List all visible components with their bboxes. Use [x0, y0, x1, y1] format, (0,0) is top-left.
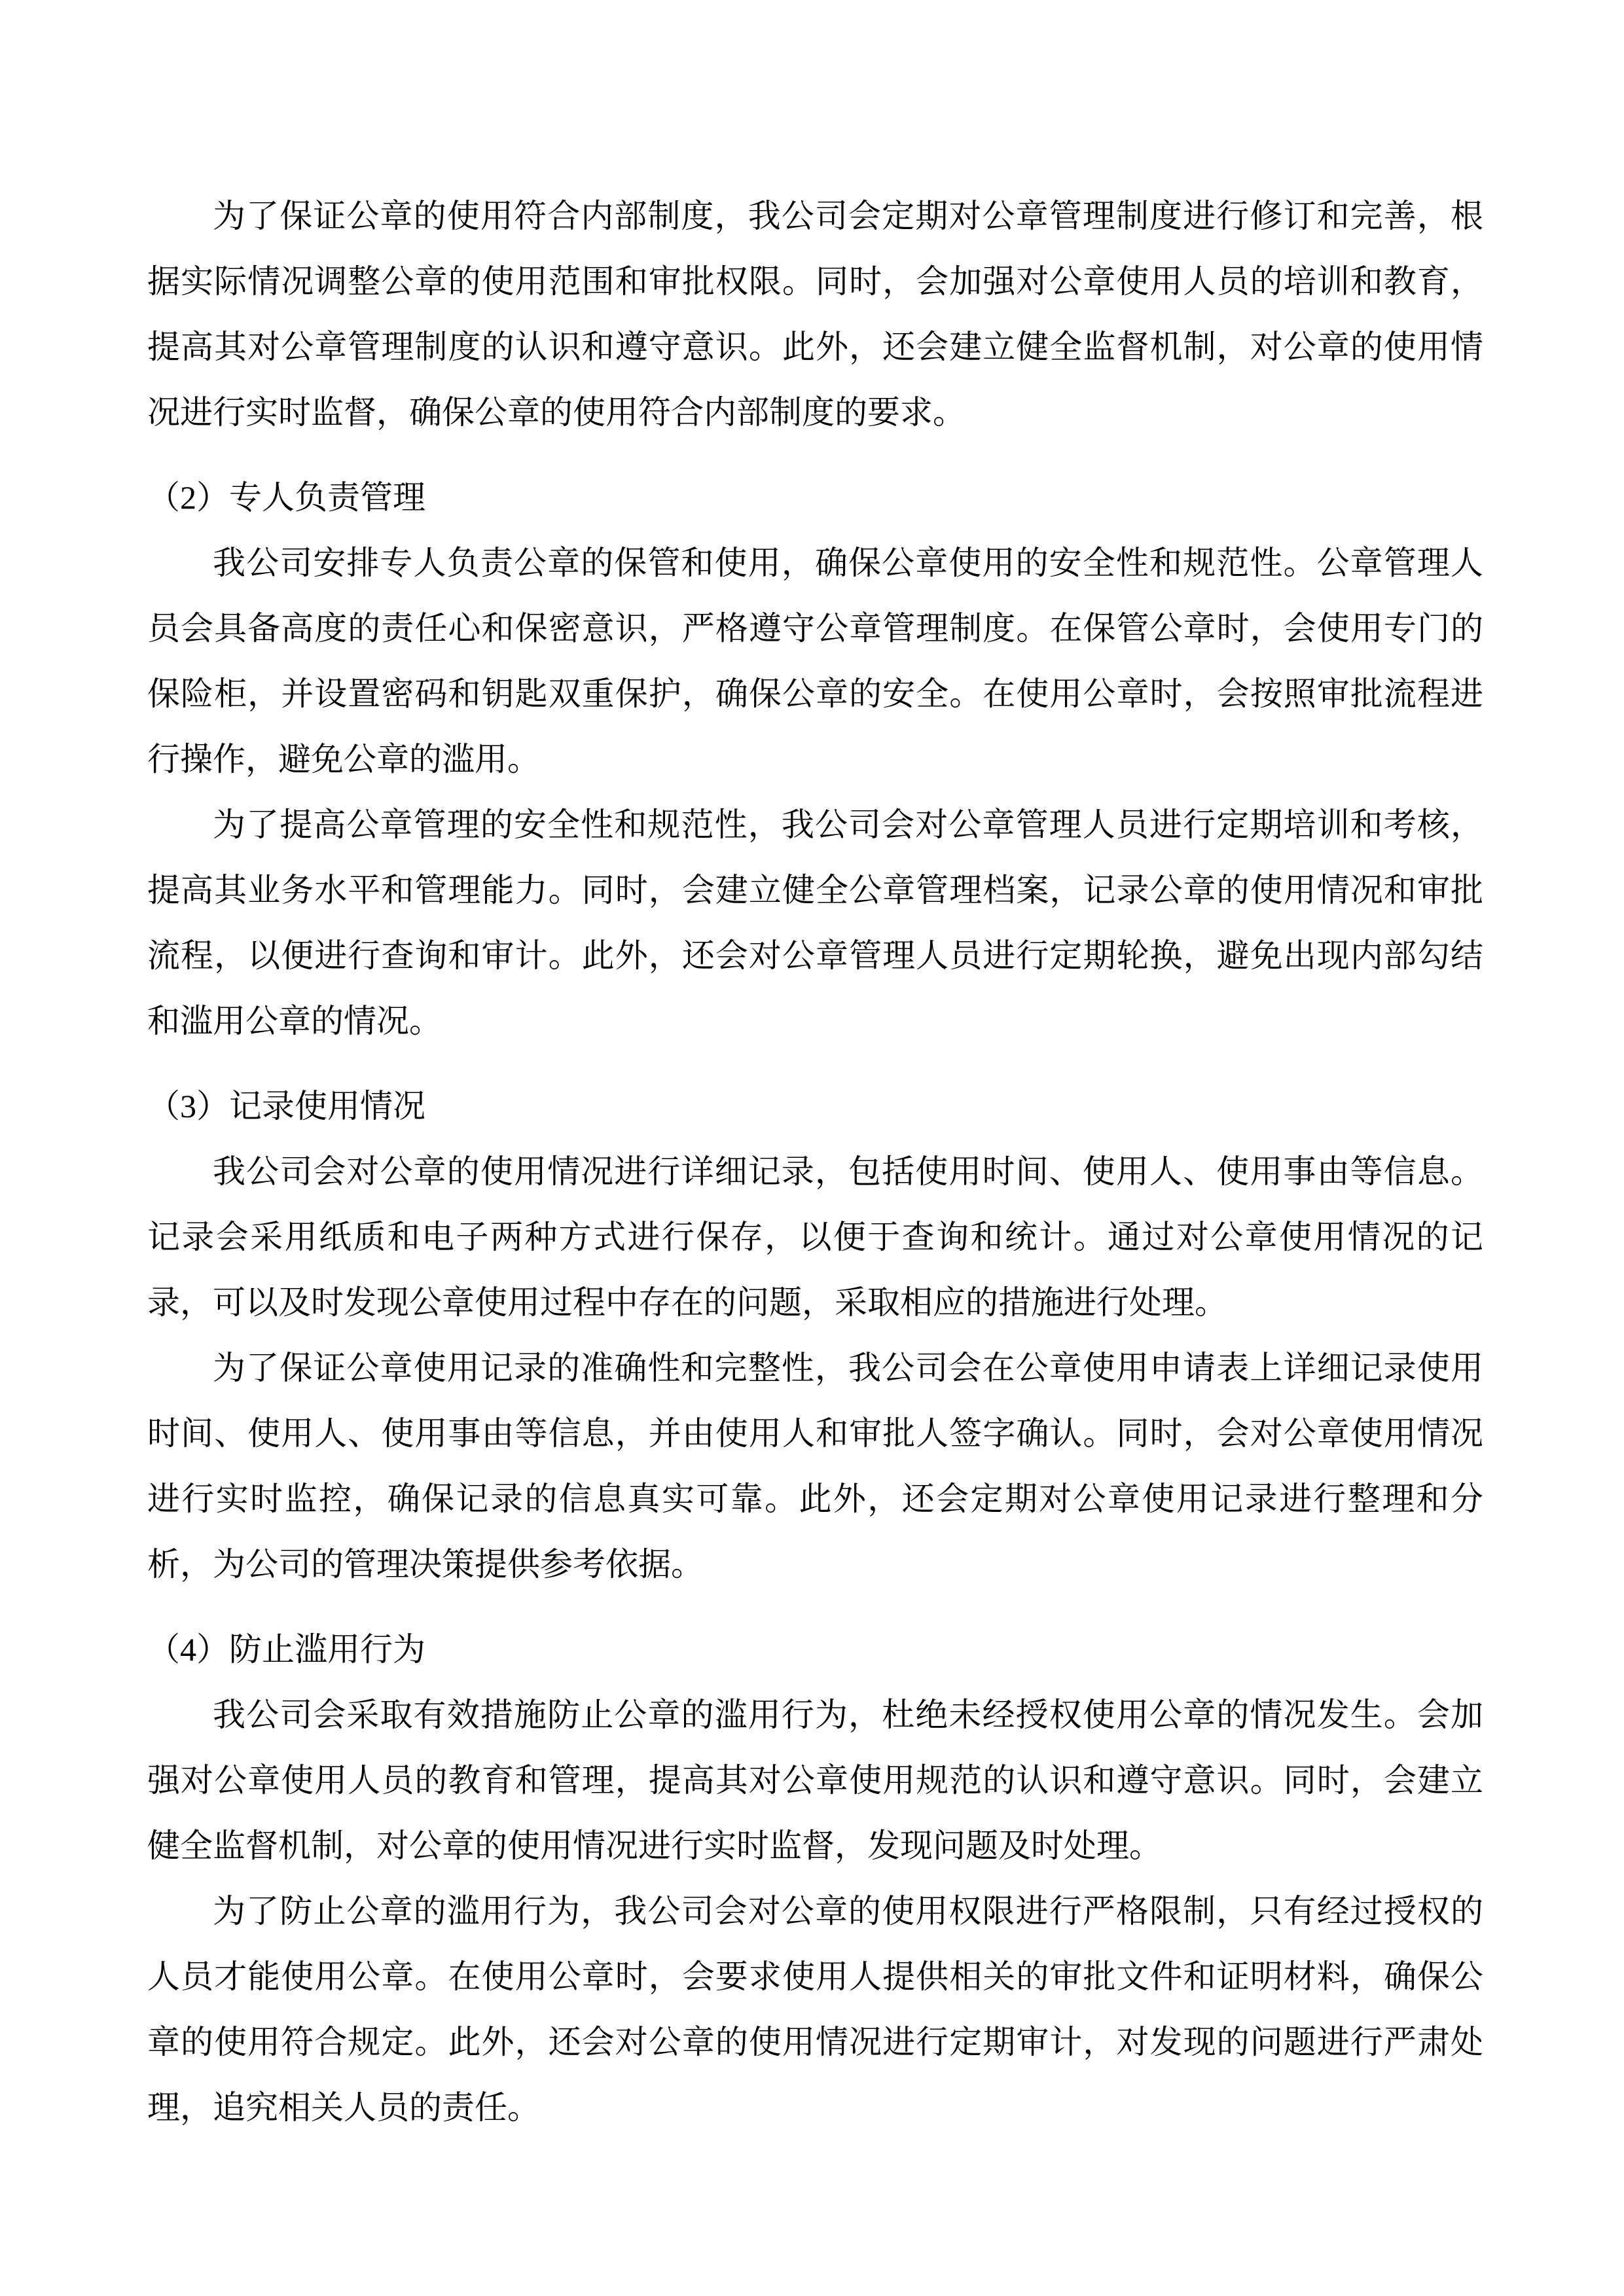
body-paragraph: 为了保证公章的使用符合内部制度，我公司会定期对公章管理制度进行修订和完善，根据实际情况调整公章的使用范围和审批权限。同时，会加强对公章使用人员的培训和教育，提高其对公章管理制度的认识和遵守意识。此外，还会建立健全监督机制，对公章的使用情况进行实时监督，确保公章的使用符合内部制度的要求。 [147, 198, 1483, 431]
section-heading: （4）防止滥用行为 [147, 1631, 425, 1668]
section-heading: （3）记录使用情况 [147, 1088, 425, 1124]
body-paragraph: 我公司安排专人负责公章的保管和使用，确保公章使用的安全性和规范性。公章管理人员会具备高度的责任心和保密意识，严格遵守公章管理制度。在保管公章时，会使用专门的保险柜，并设置密码和钥匙双重保护，确保公章的安全。在使用公章时，会按照审批流程进行操作，避免公章的滥用。 [147, 545, 1483, 778]
body-paragraph: 我公司会采取有效措施防止公章的滥用行为，杜绝未经授权使用公章的情况发生。会加强对公章使用人员的教育和管理，提高其对公章使用规范的认识和遵守意识。同时，会建立健全监督机制，对公章的使用情况进行实时监督，发现问题及时处理。 [147, 1696, 1483, 1864]
section-heading: （2）专人负责管理 [147, 479, 425, 516]
body-paragraph: 为了提高公章管理的安全性和规范性，我公司会对公章管理人员进行定期培训和考核，提高其业务水平和管理能力。同时，会建立健全公章管理档案，记录公章的使用情况和审批流程，以便进行查询和审计。此外，还会对公章管理人员进行定期轮换，避免出现内部勾结和滥用公章的情况。 [147, 806, 1483, 1039]
body-paragraph: 为了防止公章的滥用行为，我公司会对公章的使用权限进行严格限制，只有经过授权的人员才能使用公章。在使用公章时，会要求使用人提供相关的审批文件和证明材料，确保公章的使用符合规定。此外，还会对公章的使用情况进行定期审计，对发现的问题进行严肃处理，追究相关人员的责任。 [147, 1893, 1483, 2126]
body-paragraph: 为了保证公章使用记录的准确性和完整性，我公司会在公章使用申请表上详细记录使用时间、使用人、使用事由等信息，并由使用人和审批人签字确认。同时，会对公章使用情况进行实时监控，确保记录的信息真实可靠。此外，还会定期对公章使用记录进行整理和分析，为公司的管理决策提供参考依据。 [147, 1350, 1483, 1583]
body-paragraph: 我公司会对公章的使用情况进行详细记录，包括使用时间、使用人、使用事由等信息。记录会采用纸质和电子两种方式进行保存，以便于查询和统计。通过对公章使用情况的记录，可以及时发现公章使用过程中存在的问题，采取相应的措施进行处理。 [147, 1153, 1483, 1321]
